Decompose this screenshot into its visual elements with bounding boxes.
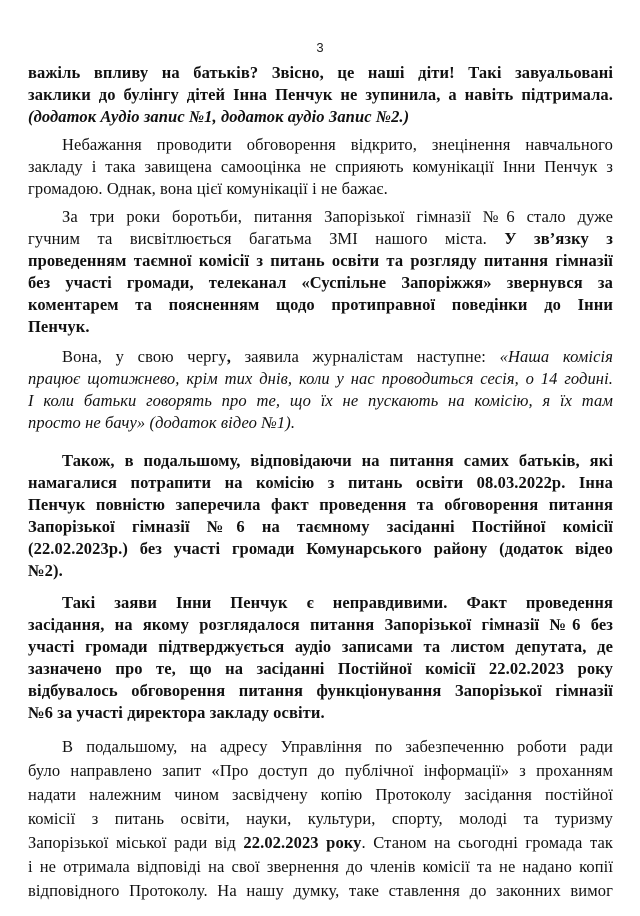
text-run: Запорізької міської ради від	[28, 833, 244, 852]
page-number: 3	[316, 40, 324, 55]
text-run: (22.02.2023р.) без участі громади Комунарського району (додаток відео	[28, 539, 613, 558]
text-line	[28, 658, 613, 680]
text-run: і не отримала відповіді на свої звернення до членів комісії та не надано копії	[28, 857, 613, 876]
text-line	[28, 106, 613, 128]
text-line	[28, 538, 613, 560]
text-line	[28, 702, 613, 724]
text-line	[28, 272, 613, 294]
text-line	[28, 84, 613, 106]
text-line	[28, 560, 613, 582]
text-run: В подальшому, на адресу Управління по забезпеченню роботи ради	[62, 737, 613, 756]
text-run: відповідного Протоколу. На нашу думку, таке ставлення до законних вимог	[28, 881, 613, 900]
text-run: надати належним чином засвідчену копію Протоколу засідання постійної	[28, 785, 613, 804]
text-line	[62, 736, 613, 758]
text-line	[28, 880, 613, 902]
text-run: Також, в подальшому, відповідаючи на питання самих батьків, які	[62, 451, 613, 470]
text-run: У зв’язку з	[504, 229, 613, 248]
text-line	[28, 614, 613, 636]
text-line	[28, 760, 613, 782]
text-run: гучним та висвітлюється багатьма ЗМІ нашого міста.	[28, 229, 505, 248]
text-line	[28, 390, 613, 412]
text-line	[28, 316, 613, 338]
text-run: намагалися потрапити на комісію з питань освіти 08.03.2022р. Інна	[28, 473, 613, 492]
text-run: було направлено запит «Про доступ до публічної інформації» з проханням	[28, 761, 613, 780]
text-line	[28, 62, 613, 84]
text-run: засідання, на якому розглядалося питання Запорізької гімназії №6 без	[28, 615, 613, 634]
text-line	[28, 228, 613, 250]
text-run: ,	[226, 347, 231, 366]
text-line	[62, 592, 613, 614]
text-line	[28, 636, 613, 658]
text-run: важіль впливу на батьків? Звісно, це наші діти! Такі завуальовані	[28, 63, 613, 82]
text-line	[28, 412, 613, 434]
text-run: громадою. Однак, вона цієї комунікації і не бажає.	[28, 179, 388, 198]
text-run: заклики до булінгу дітей Інна Пенчук не зупинила, а навіть підтримала.	[28, 85, 613, 104]
text-run: Запорізької гімназії №6 на таємному засіданні Постійної комісії	[28, 517, 613, 536]
text-run: №6 за участі директора закладу освіти.	[28, 703, 325, 722]
text-line	[28, 156, 613, 178]
text-run: участі громади підтверджується аудіо записами та листом депутата, де	[28, 637, 613, 656]
text-line	[28, 472, 613, 494]
text-line	[28, 832, 613, 854]
text-run: За три роки боротьби, питання Запорізької гімназії №6 стало дуже	[62, 207, 613, 226]
text-run: працює щотижнево, крім тих днів, коли у нас проводиться сесія, о 14 годині.	[28, 369, 613, 388]
text-line	[62, 346, 613, 368]
text-run: просто не бачу» (додаток відео №1).	[28, 413, 296, 432]
text-line	[28, 680, 613, 702]
text-run: (додаток Аудіо запис №1, додаток аудіо Запис №2.)	[28, 107, 410, 126]
text-run: Вона, у свою чергу	[62, 347, 227, 366]
text-run: Небажання проводити обговорення відкрито, знецінення навчального	[62, 135, 613, 154]
text-run: І коли батьки говорять про те, що їх не пускають на комісію, я їх там	[28, 391, 613, 410]
text-line	[28, 808, 613, 830]
text-run: Пенчук повністю заперечила факт проведення та обговорення питання	[28, 495, 613, 514]
text-run: проведенням таємної комісії з питань освіти та розгляду питання гімназії	[28, 251, 613, 270]
text-run: заявила журналістам наступне:	[230, 347, 500, 366]
text-run: Такі заяви Інни Пенчук є неправдивими. Факт проведення	[62, 593, 613, 612]
text-run: зазначено про те, що на засіданні Постійної комісії 22.02.2023 року	[28, 659, 613, 678]
text-line	[62, 134, 613, 156]
text-line	[28, 516, 613, 538]
text-run: без участі громади, телеканал «Суспільне Запоріжжя» звернувся за	[28, 273, 613, 292]
text-run: комісії з питань освіти, науки, культури, спорту, молоді та туризму	[28, 809, 613, 828]
text-line	[28, 294, 613, 316]
text-line	[28, 494, 613, 516]
text-run: закладу і така завищена самооцінка не сприяють комунікації Інни Пенчук з	[28, 157, 613, 176]
text-line	[28, 178, 613, 200]
text-line	[28, 784, 613, 806]
text-run: Пенчук.	[28, 317, 90, 336]
text-line	[28, 856, 613, 878]
text-line	[62, 450, 613, 472]
text-line	[28, 368, 613, 390]
text-line	[62, 206, 613, 228]
text-run: . Станом на сьогодні громада так	[361, 833, 614, 852]
text-run: «Наша комісія	[499, 347, 613, 366]
text-line	[28, 250, 613, 272]
text-run: відбувалось обговорення питання функціонування Запорізької гімназії	[28, 681, 613, 700]
text-run: 22.02.2023 року	[243, 833, 362, 852]
text-run: №2).	[28, 561, 63, 580]
text-run: коментарем та поясненням щодо протиправної поведінки до Інни	[28, 295, 613, 314]
